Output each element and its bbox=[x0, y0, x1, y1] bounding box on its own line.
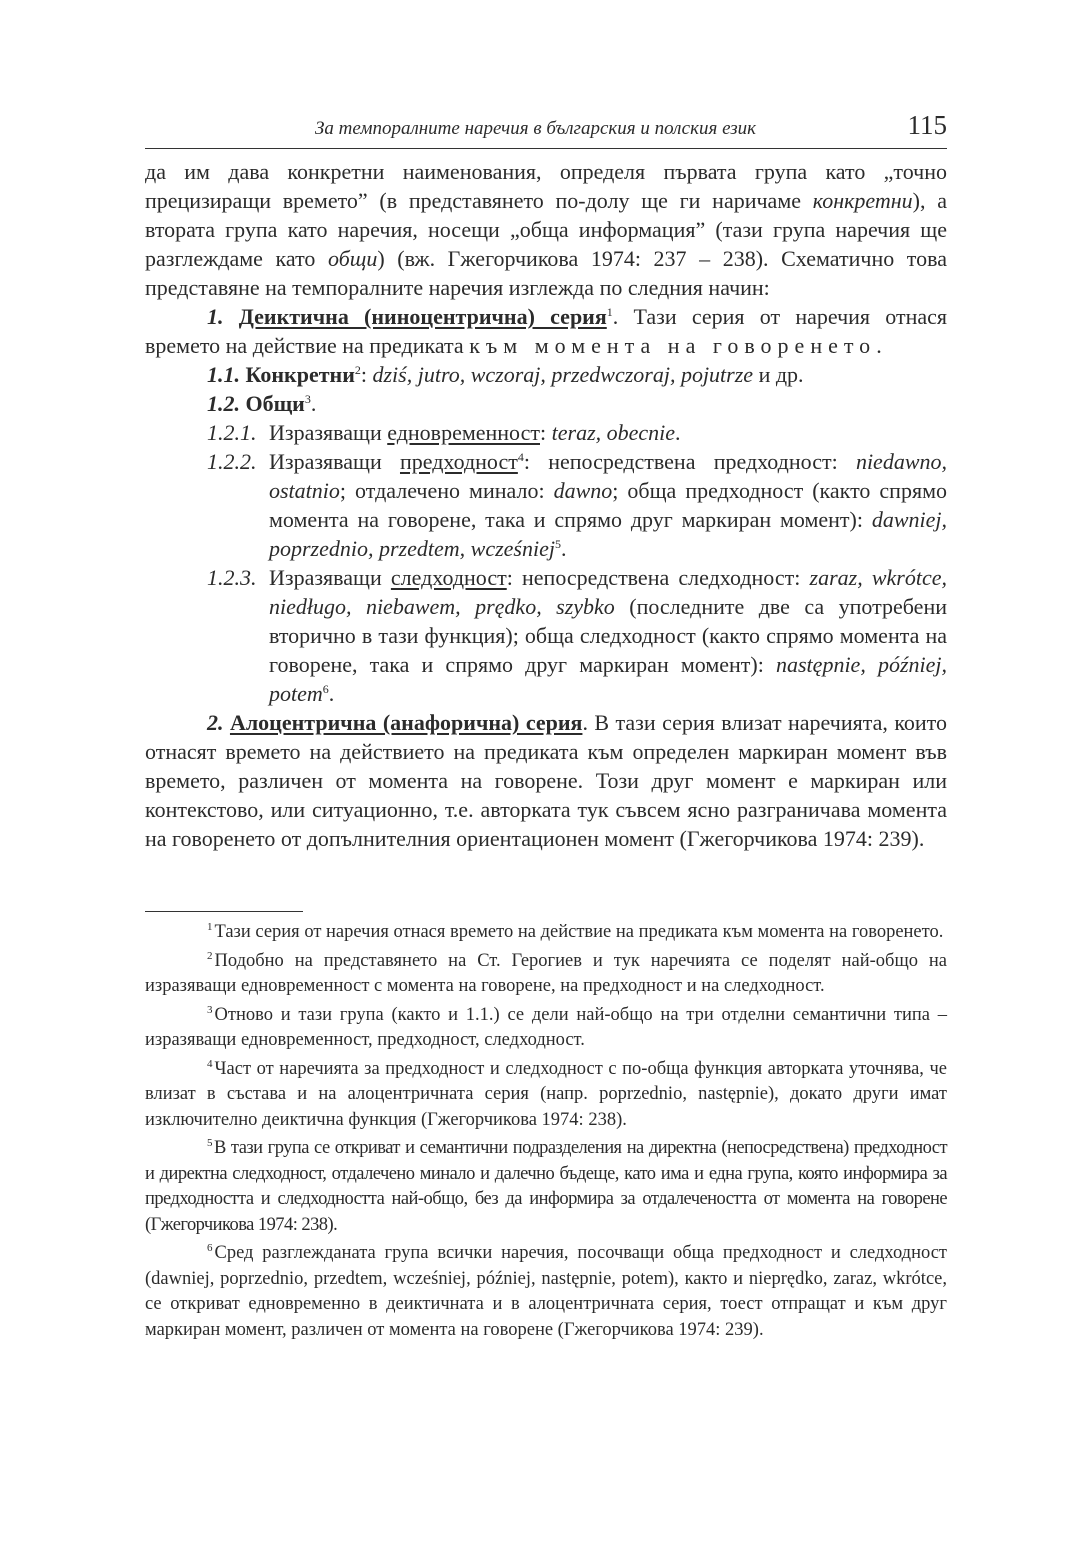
intro-paragraph: да им дава конкретни наименования, определя първата група като „точно прецизиращи времето” (в представянето по-долу ще ги наричаме конкретни), а втората група като наречия, носещи „обща информация” (тази група наречия ще разглеждаме като общи) (вж. Гжегорчикова 1974: 237 – 238). Схематично това представяне на темпоралните наречия изглежда по следния начин: bbox=[145, 159, 947, 300]
footnote-1: $^1$ Тази серия от наречия отнася времето на действие на предиката към момента на говоренето. bbox=[207, 921, 944, 942]
series-1-number: 1. bbox=[207, 304, 224, 329]
footnote-2: $^2$ Подобно на представянето на Ст. Герогиев и тук наречията се поделят най-общо на изразяващи едновременност с момента на говорене, на предходност и на следходност. bbox=[145, 949, 947, 996]
series-2-title: Алоцентрична (анафорична) серия bbox=[229, 710, 583, 735]
footnote-5: $^5$ В тази група се откриват и семантични подразделения на директна (непосредствена) предходност и директна следходност, отдалечено минало и далечно бъдеще, като има и една група, която информира за предходността и следходността най-общо, без да информира за отдалечеността от момента на говорене (Гжегорчикова 1974: 238). bbox=[145, 1137, 947, 1235]
running-title: За темпоралните наречия в българския и полския език bbox=[315, 118, 757, 139]
item-1-2-2: 1.2.2. Изразяващи предходност$^4$: непосредствена предходност: niedawno, ostatnio; отдалечено минало: dawno; обща предходност (както спрямо момента на говорене, така и спрямо друг маркиран момент): dawniej, poprzednio, przedtem, wcześniej$^5$. bbox=[207, 449, 947, 561]
footnotes bbox=[145, 920, 947, 1346]
series-1-paragraph: 1. Деиктична (ниноцентрична) серия$^1$. Тази серия от наречия отнася времето на действие на предиката към момента на говоренето. bbox=[145, 304, 948, 358]
item-1-2-1: 1.2.1. Изразяващи едновременност: teraz, obecnie. bbox=[207, 420, 681, 445]
footnote-ref-4[interactable]: 4 bbox=[517, 450, 524, 464]
page-number: 115 bbox=[907, 110, 947, 140]
body-text bbox=[145, 157, 947, 853]
item-1-2-3: 1.2.3. Изразяващи следходност: непосредствена следходност: zaraz, wkrótce, niedługo, niebawem, prędko, szybko (последните две са употребени вторично в тази функция); обща следходност (както спрямо момента на говорене, така и спрямо друг маркиран момент): następnie, później, potem$^6$. bbox=[207, 565, 948, 706]
footnote-ref-5[interactable]: 5 bbox=[554, 537, 561, 551]
item-1-1: 1.1. Конкретни$^2$: dziś, jutro, wczoraj, przedwczoraj, pojutrze и др. bbox=[207, 362, 804, 387]
footnote-ref-1[interactable]: 1 bbox=[606, 305, 613, 319]
footnote-ref-6[interactable]: 6 bbox=[322, 682, 329, 696]
footnote-ref-3[interactable]: 3 bbox=[304, 392, 311, 406]
footnote-divider bbox=[145, 911, 303, 912]
series-2-number: 2. bbox=[207, 710, 224, 735]
footnote-ref-2[interactable]: 2 bbox=[354, 363, 361, 377]
footnote-3: $^3$ Отново и тази група (както и 1.1.) се дели най-общо на три отделни семантични типа – изразяващи едновременност, предходност, следходност. bbox=[145, 1003, 947, 1050]
footnote-4: $^4$ Част от наречията за предходност и следходност с по-обща функция авторката уточнява, че влизат в състава и на алоцентричната серия (напр. poprzednio, następnie), докато други имат изключително деиктична функция (Гжегорчикова 1974: 238). bbox=[145, 1057, 947, 1130]
running-head bbox=[145, 112, 947, 149]
footnote-6: $^6$ Сред разглежданата група всички наречия, посочващи обща предходност и следходност (dawniej, poprzednio, przedtem, wcześniej, później, następnie, potem), както и nieprędko, zaraz, wkrótce, се откриват едновременно в деиктичната и в алоцентричната серия, тоест отпращат и към друг маркиран момент, различен от момента на говорене (Гжегорчикова 1974: 239). bbox=[145, 1242, 947, 1340]
series-1-title: Деиктична (ниноцентрична) серия bbox=[238, 304, 607, 329]
item-1-2: 1.2. Общи$^3$. bbox=[207, 391, 317, 416]
series-2-paragraph: 2. Алоцентрична (анафорична) серия. В тази серия влизат наречията, които отнасят времето на действието на предиката към определен маркиран момент във времето, различен от момента на говорене. Този друг момент е маркиран или контекстово, или ситуационно, т.е. авторката тук съвсем ясно разграничава момента на говоренето от допълнителния ориентационен момент (Гжегорчикова 1974: 239). bbox=[145, 710, 947, 851]
